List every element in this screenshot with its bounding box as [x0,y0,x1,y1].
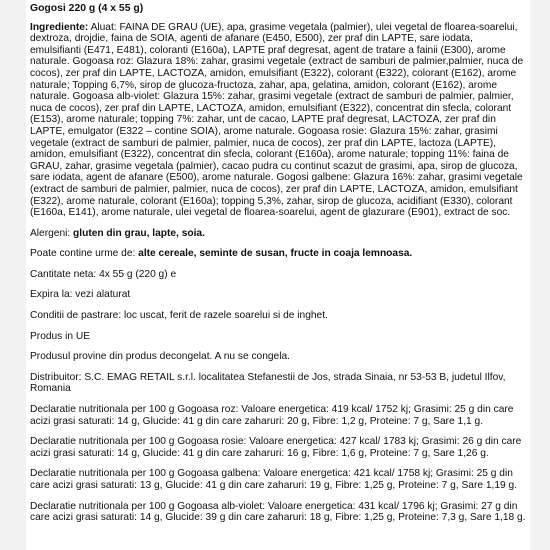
product-description [26,0,530,524]
allergens-paragraph [30,228,526,240]
ingredients-paragraph [30,22,526,219]
expiry-info: Expira la: vezi alaturat [30,289,131,301]
allergens-label: Alergeni: [30,227,74,239]
product-title: Gogosi 220 g (4 x 55 g) [30,3,144,14]
nutrition-yellow: Declaratie nutritionala per 100 g Gogoasa galbena: Valoare energetica: 421 kcal/ 1758 kj; Grasimi: 25 g din care acizi grasi saturati: 13 g, Glucide: 41 g din care zaharuri: 19 g, Fibre: 1,25 g, Proteine: 7 g, Sare 1,19 g. [30,468,518,491]
thaw-notice: Produsul provine din produs decongelat. A nu se congela. [30,351,290,363]
ingredients-label: Ingrediente: [30,21,89,33]
net-quantity: Cantitate neta: 4x 55 g (220 g) e [30,268,177,280]
nutrition-red: Declaratie nutritionala per 100 g Gogoasa rosie: Valoare energetica: 427 kcal/ 1783 kj; Grasimi: 26 g din care acizi grasi saturati: 14 g, Glucide: 41 g din care zaharuri: 16 g, Fibre: 1,6 g, Proteine: 7 g, Sare 1,26 g. [30,436,522,459]
product-info-panel [26,0,530,550]
ingredients-text: Aluat: FAINA DE GRAU (UE), apa, grasime vegetala (palmier), ulei vegetal de floarea-soarelui, dextroza, drojdie, faina de SOIA, agenti de afanare (E450, E500), zer praf din LAPTE, sare iodata, emulsifianti (E471, E481), coloranti (E160a), LAPTE praf degresat, agent de tratare a fainii (E300), arome naturale. Gogoasa roz: Glazura 18%: zahar, grasimi vegetale (extract de samburi de palmier,palmier, nuca de cocos), zer praf din LAPTE, LACTOZA, amidon, emulsifiant (E322), colorant (E322), colorant (E162), arome naturale; Topping 6,7%, sirop de glucoza-fructoza, zahar, apa, gelatina, amidon, colorant (E162), arome naturale. Gogoasa alb-violet: Glazura 15%: zahar, grasimi vegetale (extract de samburi de palmier, palmier, nuca de cocos), zer praf din LAPTE, LACTOZA, amidon, emulsifiant (E322), concentrat din sfecla, colorant (E153), arome naturale; topping 7%: zahar, unt de cacao, LAPTE praf degresat, LACTOZA, zer praf din LAPTE, emulgator (E322 – contine SOIA), arome naturale. Gogoasa rosie: Glazura 15%: zahar, grasimi vegetale (extract de samburi de palmier, palmier, nuca de cocos), zer praf din LAPTE, lactoza (LAPTE), amidon, emulsifiant (E322), concentrat din sfecla, colorant (E160a), arome naturale; topping 11%: faina de GRAU, zahar, grasime vegetala (palmier), cacao pudra cu continut scazut de grasimi, apa, sirop de glucoza, sare iodata, agent de afanare (E500), arome naturale. Gogosi galbene: Glazura 16%: zahar, grasimi vegetale (extract de samburi de palmier, palmier, nuca de cocos), zer praf din LAPTE, LACTOZA, amidon, emulsifiant (E322), arome naturale, colorant (E160a); topping 5,3%, zahar, sirop de glucoza, acidifiant (E330), colorant (E160a, E141), arome naturale, ulei vegetal de floarea-soarelui, agent de glazurare (E901), extract de soc. [30,21,524,219]
origin-info: Produs in UE [30,330,91,342]
traces-label: Poate contine urme de: [30,248,139,260]
traces-value: alte cereale, seminte de susan, fructe in coaja lemnoasa. [138,248,413,260]
traces-paragraph [30,248,526,260]
storage-conditions: Conditii de pastrare: loc uscat, ferit de razele soarelui si de inghet. [30,310,328,322]
nutrition-pink: Declaratie nutritionala per 100 g Gogoasa roz: Valoare energetica: 419 kcal/ 1752 kj; Grasimi: 25 g din care acizi grasi saturati: 14 g, Glucide: 41 g din care zaharuri: 20 g, Fibre: 1,2 g, Proteine: 7 g, Sare 1,1 g. [30,404,514,427]
allergens-value: gluten din grau, lapte, soia. [73,227,205,239]
nutrition-white-violet: Declaratie nutritionala per 100 g Gogoasa alb-violet: Valoare energetica: 431 kcal/ 1796 kj; Grasimi: 27 g din care acizi grasi saturati: 14 g, Glucide: 39 g din care zaharuri: 18 g, Fibre: 1,25 g, Proteine: 7,3 g, Sare 1,18 g. [30,500,526,524]
distributor-info: Distribuitor: S.C. EMAG RETAIL s.r.l. localitatea Stefanestii de Jos, strada Sinaia, nr 53-53 B, judetul Ilfov, Romania [30,371,506,395]
